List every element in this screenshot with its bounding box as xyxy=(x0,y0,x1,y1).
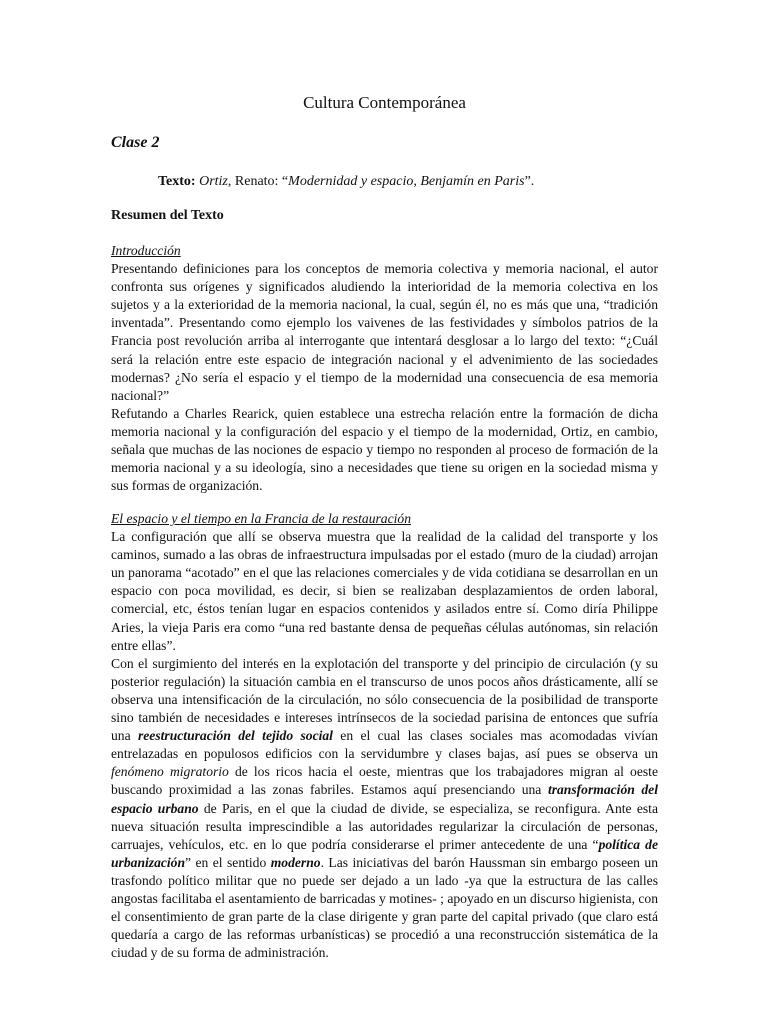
section-introduction xyxy=(111,242,658,495)
emphasis-urbanization-policy: política de urbanización xyxy=(111,836,659,870)
emphasis-social-fabric: reestructuración del tejido social xyxy=(137,728,333,744)
section-heading-space-time: El espacio y el tiempo en la Francia de la restauración xyxy=(111,511,412,526)
emphasis-urban-transformation: transformación del espacio urbano xyxy=(111,782,658,816)
section2-p2-text-e: de los ricos hacia el oeste, mientras que los trabajadores migran al oeste buscando proximidad a las zonas fabriles. Estamos aquí presenciando una xyxy=(111,764,658,798)
section2-paragraph-1: La configuración que allí se observa muestra que la realidad de la calidad del transporte y los caminos, sumado a las obras de infraestructura impulsadas por el estado (muro de la ciudad) arrojan un panorama “acotado” en el que las relaciones comerciales y de vida cotidiana se desarrollan en un espacio con poca movilidad, es decir, si bien se realizaban desplazamientos de orden laboral, comercial, etc, éstos tenían lugar en espacios contenidos y asilados entre sí. Como diría Philippe Aries, la vieja Paris era como “una red bastante densa de pequeñas células autónomas, sin relación entre ellas”. xyxy=(111,529,658,653)
text-reference-work-title: Modernidad y espacio, Benjamín en Paris xyxy=(288,174,525,189)
section2-p2-text-a: Con el surgimiento del interés en la explotación del transporte y del principio de circulación (y su posterior regulación) la situación cambia en el transcurso de unos pocos años drásticamente, allí se observa una intensificación de la circulación, no sólo consecuencia de la posibilidad de transporte sino también de necesidades e intereses intrínsecos de la sociedad parisina de entonces que sufría una xyxy=(111,655,658,744)
text-reference-closing: ”. xyxy=(524,174,535,189)
section2-p2-text-k: . Las iniciativas del barón Haussman sin embargo poseen un trasfondo político militar que no puede ser dejado a un lado -ya que la estructura de las calles angostas facilitaba el asentamiento de barricadas y motines- ; apoyado en un discurso higienista, con el consentimiento de gran parte de la clase dirigente y gran parte del capital privado (que claro está quedaría a cargo de las reformas urbanísticas) se procedió a una reconstrucción sistemática de la ciudad y de su forma de administración. xyxy=(111,854,658,961)
section2-p2-text-i: ” en el sentido xyxy=(185,854,271,870)
class-label: Clase 2 xyxy=(111,134,160,151)
emphasis-modern: moderno xyxy=(270,854,321,870)
section-space-time xyxy=(111,510,658,962)
summary-heading: Resumen del Texto xyxy=(111,208,224,223)
section2-p2-text-g: de Paris, en el que la ciudad de divide, se especializa, se reconfigura. Ante esta nueva situación resulta imprescindible a las autoridades regularizar la circulación de personas, carruajes, vehículos, etc. en lo que podría considerarse el primer antecedente de una “ xyxy=(111,800,658,852)
section-heading-introduction: Introducción xyxy=(111,243,181,258)
section2-paragraph-2 xyxy=(111,655,658,963)
text-reference-author-name: , Renato: “ xyxy=(227,174,289,189)
text-reference xyxy=(158,174,534,190)
section2-p2-text-c: en el cual las clases sociales mas acomodadas vivían entrelazadas en populosos edificios con la servidumbre y clases bajas, así pues se observa un xyxy=(111,728,658,762)
text-reference-label: Texto: xyxy=(158,174,196,189)
intro-paragraph-1: Presentando definiciones para los conceptos de memoria colectiva y memoria nacional, el autor confronta sus orígenes y significados aludiendo la interioridad de la memoria colectiva en los sujetos y a la exterioridad de la memoria nacional, la cual, según él, no es más que una, “tradición inventada”. Presentando como ejemplo los vaivenes de las festividades y símbolos patrios de la Francia post revolución arriba al interrogante que intentará desglosar a lo largo del texto: “¿Cuál será la relación entre este espacio de integración nacional y el advenimiento de las sociedades modernas? ¿No sería el espacio y el tiempo de la modernidad una consecuencia de esa memoria nacional?” xyxy=(111,261,658,403)
emphasis-migratory-phenomenon: fenómeno migratorio xyxy=(111,764,229,780)
intro-paragraph-2: Refutando a Charles Rearick, quien establece una estrecha relación entre la formación de dicha memoria nacional y la configuración del espacio y el tiempo de la modernidad, Ortiz, en cambio, señala que muchas de las nociones de espacio y tiempo no responden al proceso de formación de la memoria nacional y a su ideología, sino a necesidades que tiene su origen en la sociedad misma y sus formas de organización. xyxy=(111,405,658,494)
document-title: Cultura Contemporánea xyxy=(303,93,466,112)
text-reference-author-surname: Ortiz xyxy=(199,174,228,189)
